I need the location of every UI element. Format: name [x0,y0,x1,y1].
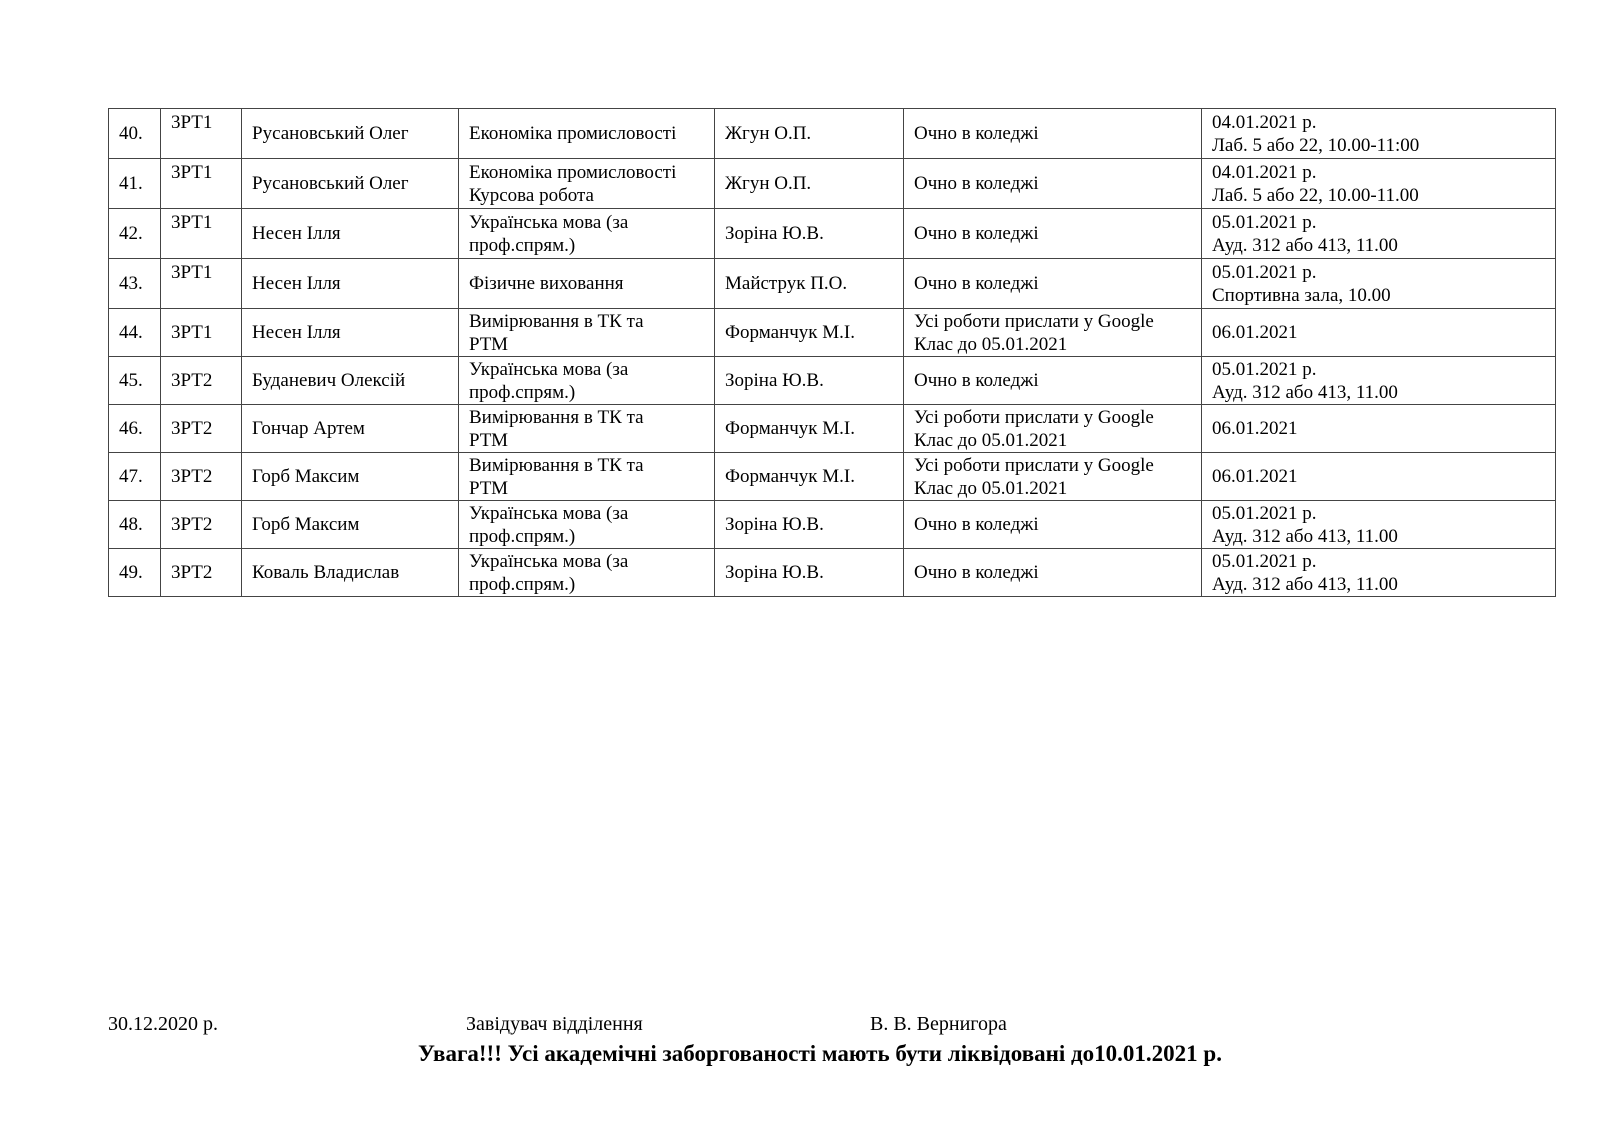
cell-subject: Українська мова (за проф.спрям.) [459,357,715,405]
cell-teacher: Зоріна Ю.В. [715,357,904,405]
signatory-position: Завідувач відділення [466,1013,643,1035]
cell-student: Несен Ілля [242,259,459,309]
cell-num: 47. [109,453,161,501]
cell-subject: Економіка промисловості [459,109,715,159]
cell-group: 3РТ1 [161,309,242,357]
cell-student: Гончар Артем [242,405,459,453]
cell-student: Горб Максим [242,501,459,549]
cell-group: 3РТ2 [161,405,242,453]
signatory-name: В. В. Вернигора [870,1013,1007,1035]
cell-teacher: Зоріна Ю.В. [715,209,904,259]
cell-group: 3РТ1 [161,259,242,309]
cell-teacher: Майструк П.О. [715,259,904,309]
cell-group: 3РТ2 [161,549,242,597]
cell-teacher: Жгун О.П. [715,159,904,209]
table-row [109,549,1556,597]
cell-num: 46. [109,405,161,453]
cell-date: 05.01.2021 р. Ауд. 312 або 413, 11.00 [1202,209,1556,259]
cell-teacher: Форманчук М.І. [715,453,904,501]
cell-form: Очно в коледжі [904,549,1202,597]
cell-subject: Вимірювання в ТК та РТМ [459,453,715,501]
cell-group: 3РТ2 [161,357,242,405]
cell-teacher: Жгун О.П. [715,109,904,159]
cell-teacher: Форманчук М.І. [715,405,904,453]
cell-form: Усі роботи прислати у Google Клас до 05.01.2021 [904,453,1202,501]
cell-student: Русановський Олег [242,159,459,209]
cell-group: 3РТ1 [161,109,242,159]
table-body [109,109,1556,597]
cell-form: Очно в коледжі [904,501,1202,549]
cell-student: Коваль Владислав [242,549,459,597]
table-row [109,501,1556,549]
cell-student: Несен Ілля [242,209,459,259]
cell-teacher: Зоріна Ю.В. [715,501,904,549]
cell-student: Несен Ілля [242,309,459,357]
cell-date: 06.01.2021 [1202,405,1556,453]
cell-form: Усі роботи прислати у Google Клас до 05.01.2021 [904,309,1202,357]
cell-student: Русановський Олег [242,109,459,159]
cell-group: 3РТ2 [161,501,242,549]
cell-group: 3РТ1 [161,209,242,259]
cell-subject: Вимірювання в ТК та РТМ [459,309,715,357]
cell-num: 45. [109,357,161,405]
table-row [109,159,1556,209]
deadline-warning: Увага!!! Усі академічні заборгованості мають бути ліквідовані до10.01.2021 р. [418,1041,1222,1066]
table-row [109,405,1556,453]
cell-teacher: Зоріна Ю.В. [715,549,904,597]
cell-subject: Українська мова (за проф.спрям.) [459,501,715,549]
cell-student: Горб Максим [242,453,459,501]
cell-date: 05.01.2021 р. Ауд. 312 або 413, 11.00 [1202,549,1556,597]
cell-group: 3РТ1 [161,159,242,209]
debts-table [108,108,1556,597]
table-row [109,453,1556,501]
cell-form: Очно в коледжі [904,209,1202,259]
cell-num: 48. [109,501,161,549]
cell-date: 05.01.2021 р. Спортивна зала, 10.00 [1202,259,1556,309]
cell-group: 3РТ2 [161,453,242,501]
cell-form: Очно в коледжі [904,259,1202,309]
table-row [109,109,1556,159]
cell-form: Усі роботи прислати у Google Клас до 05.01.2021 [904,405,1202,453]
table-row [109,209,1556,259]
table-row [109,259,1556,309]
cell-date: 05.01.2021 р. Ауд. 312 або 413, 11.00 [1202,501,1556,549]
cell-form: Очно в коледжі [904,159,1202,209]
table-row [109,309,1556,357]
cell-date: 05.01.2021 р. Ауд. 312 або 413, 11.00 [1202,357,1556,405]
cell-num: 40. [109,109,161,159]
cell-date: 06.01.2021 [1202,309,1556,357]
cell-num: 41. [109,159,161,209]
cell-subject: Економіка промисловості Курсова робота [459,159,715,209]
cell-teacher: Форманчук М.І. [715,309,904,357]
cell-date: 06.01.2021 [1202,453,1556,501]
cell-form: Очно в коледжі [904,357,1202,405]
cell-subject: Фізичне виховання [459,259,715,309]
table-row [109,357,1556,405]
cell-form: Очно в коледжі [904,109,1202,159]
cell-num: 43. [109,259,161,309]
cell-num: 49. [109,549,161,597]
cell-num: 44. [109,309,161,357]
cell-subject: Українська мова (за проф.спрям.) [459,549,715,597]
cell-num: 42. [109,209,161,259]
cell-date: 04.01.2021 р. Лаб. 5 або 22, 10.00-11:00 [1202,109,1556,159]
cell-subject: Вимірювання в ТК та РТМ [459,405,715,453]
cell-subject: Українська мова (за проф.спрям.) [459,209,715,259]
document-date: 30.12.2020 р. [108,1013,218,1035]
cell-student: Буданевич Олексій [242,357,459,405]
cell-date: 04.01.2021 р. Лаб. 5 або 22, 10.00-11.00 [1202,159,1556,209]
